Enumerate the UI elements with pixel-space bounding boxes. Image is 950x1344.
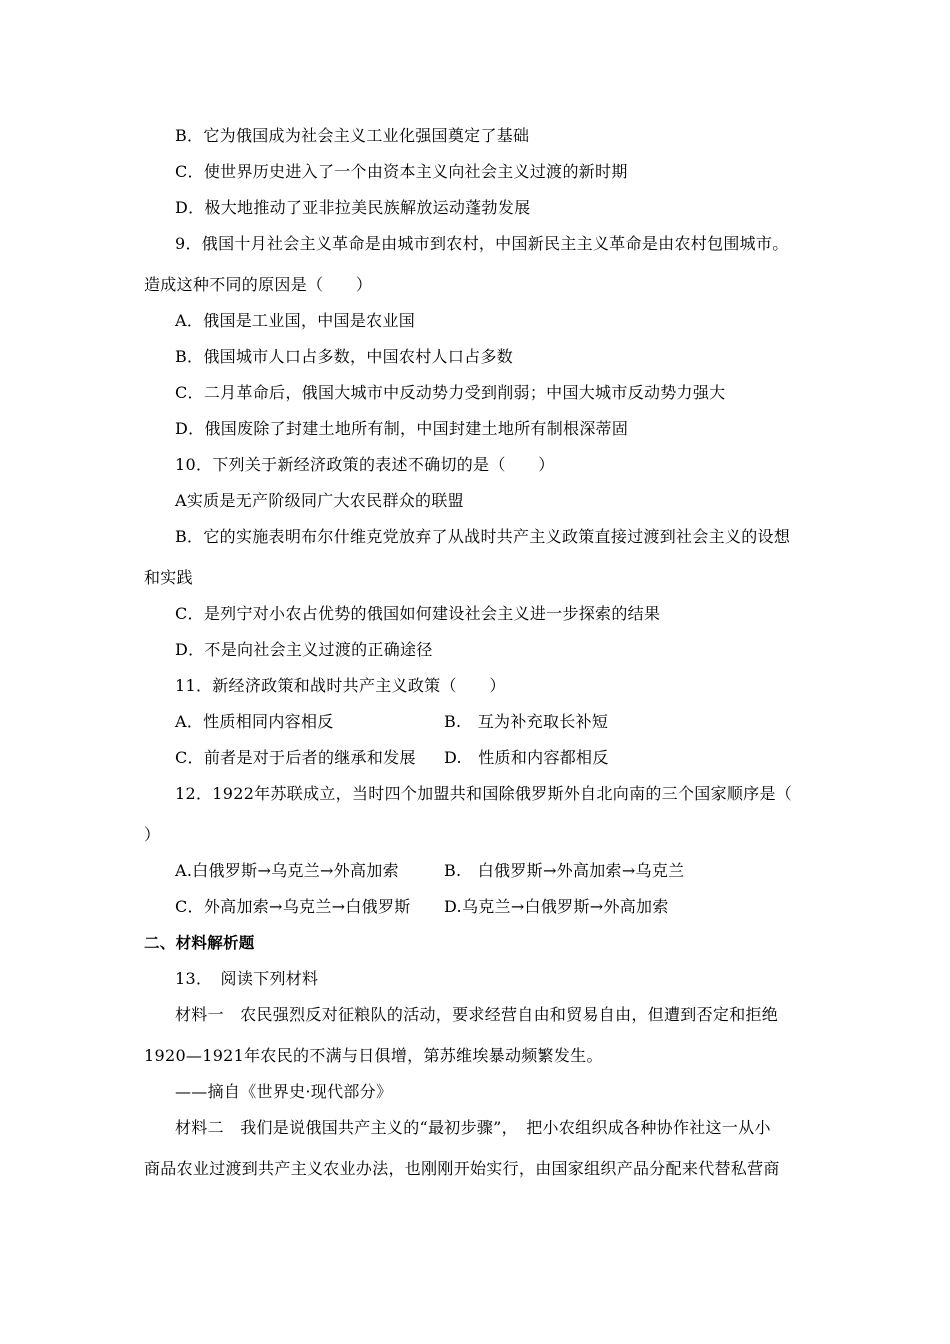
material-two-continued: 商品农业过渡到共产主义农业办法，也刚刚开始实行，由国家组织产品分配来代替私营商 xyxy=(144,1159,780,1178)
material-one-source: ——摘自《世界史·现代部分》 xyxy=(175,1082,393,1101)
option-12c: C．外高加索→乌克兰→白俄罗斯 xyxy=(175,897,411,916)
option-10a: A实质是无产阶级同广大农民群众的联盟 xyxy=(175,491,464,510)
option-11a: A．性质相同内容相反 xyxy=(175,712,334,731)
question-10: 10．下列关于新经济政策的表述不确切的是（ ） xyxy=(175,455,555,474)
option-9c: C．二月革命后，俄国大城市中反动势力受到削弱；中国大城市反动势力强大 xyxy=(175,383,726,402)
material-two: 材料二 我们是说俄国共产主义的“最初步骤”， 把小农组织成各种协作社这一从小 xyxy=(175,1118,771,1137)
material-one-continued: 1920—1921年农民的不满与日俱增，第苏维埃暴动频繁发生。 xyxy=(144,1046,603,1065)
option-11c: C．前者是对于后者的继承和发展 xyxy=(175,748,416,767)
question-12: 12．1922年苏联成立，当时四个加盟共和国除俄罗斯外自北向南的三个国家顺序是（ xyxy=(175,784,793,803)
question-13: 13． 阅读下列材料 xyxy=(175,969,319,988)
option-10d: D．不是向社会主义过渡的正确途径 xyxy=(175,640,433,659)
question-9-continued: 造成这种不同的原因是（ ） xyxy=(144,275,373,294)
option-11b: B. 互为补充取长补短 xyxy=(444,712,609,731)
option-8c: C．使世界历史进入了一个由资本主义向社会主义过渡的新时期 xyxy=(175,162,628,181)
option-12a: A.白俄罗斯→乌克兰→外高加索 xyxy=(175,861,399,880)
option-8d: D．极大地推动了亚非拉美民族解放运动蓬勃发展 xyxy=(175,198,531,217)
option-10c: C．是列宁对小农占优势的俄国如何建设社会主义进一步探索的结果 xyxy=(175,604,661,623)
option-11d: D. 性质和内容都相反 xyxy=(444,748,609,767)
option-8b: B．它为俄国成为社会主义工业化强国奠定了基础 xyxy=(175,126,530,145)
option-10b: B．它的实施表明布尔什维克党放弃了从战时共产主义政策直接过渡到社会主义的设想 xyxy=(175,527,791,546)
material-one: 材料一 农民强烈反对征粮队的活动，要求经营自由和贸易自由，但遭到否定和拒绝 xyxy=(175,1005,779,1024)
option-12b: B. 白俄罗斯→外高加索→乌克兰 xyxy=(444,861,685,880)
question-11: 11．新经济政策和战时共产主义政策（ ） xyxy=(175,676,506,695)
option-10b-continued: 和实践 xyxy=(144,568,193,587)
section-heading: 二、材料解析题 xyxy=(144,934,255,952)
option-9a: A．俄国是工业国，中国是农业国 xyxy=(175,311,416,330)
option-9b: B．俄国城市人口占多数，中国农村人口占多数 xyxy=(175,347,514,366)
option-12d: D.乌克兰→白俄罗斯→外高加索 xyxy=(444,897,669,916)
question-12-continued: ） xyxy=(144,825,161,844)
option-9d: D．俄国废除了封建土地所有制，中国封建土地所有制根深蒂固 xyxy=(175,419,629,438)
question-9: 9．俄国十月社会主义革命是由城市到农村，中国新民主主义革命是由农村包围城市。 xyxy=(175,234,789,253)
